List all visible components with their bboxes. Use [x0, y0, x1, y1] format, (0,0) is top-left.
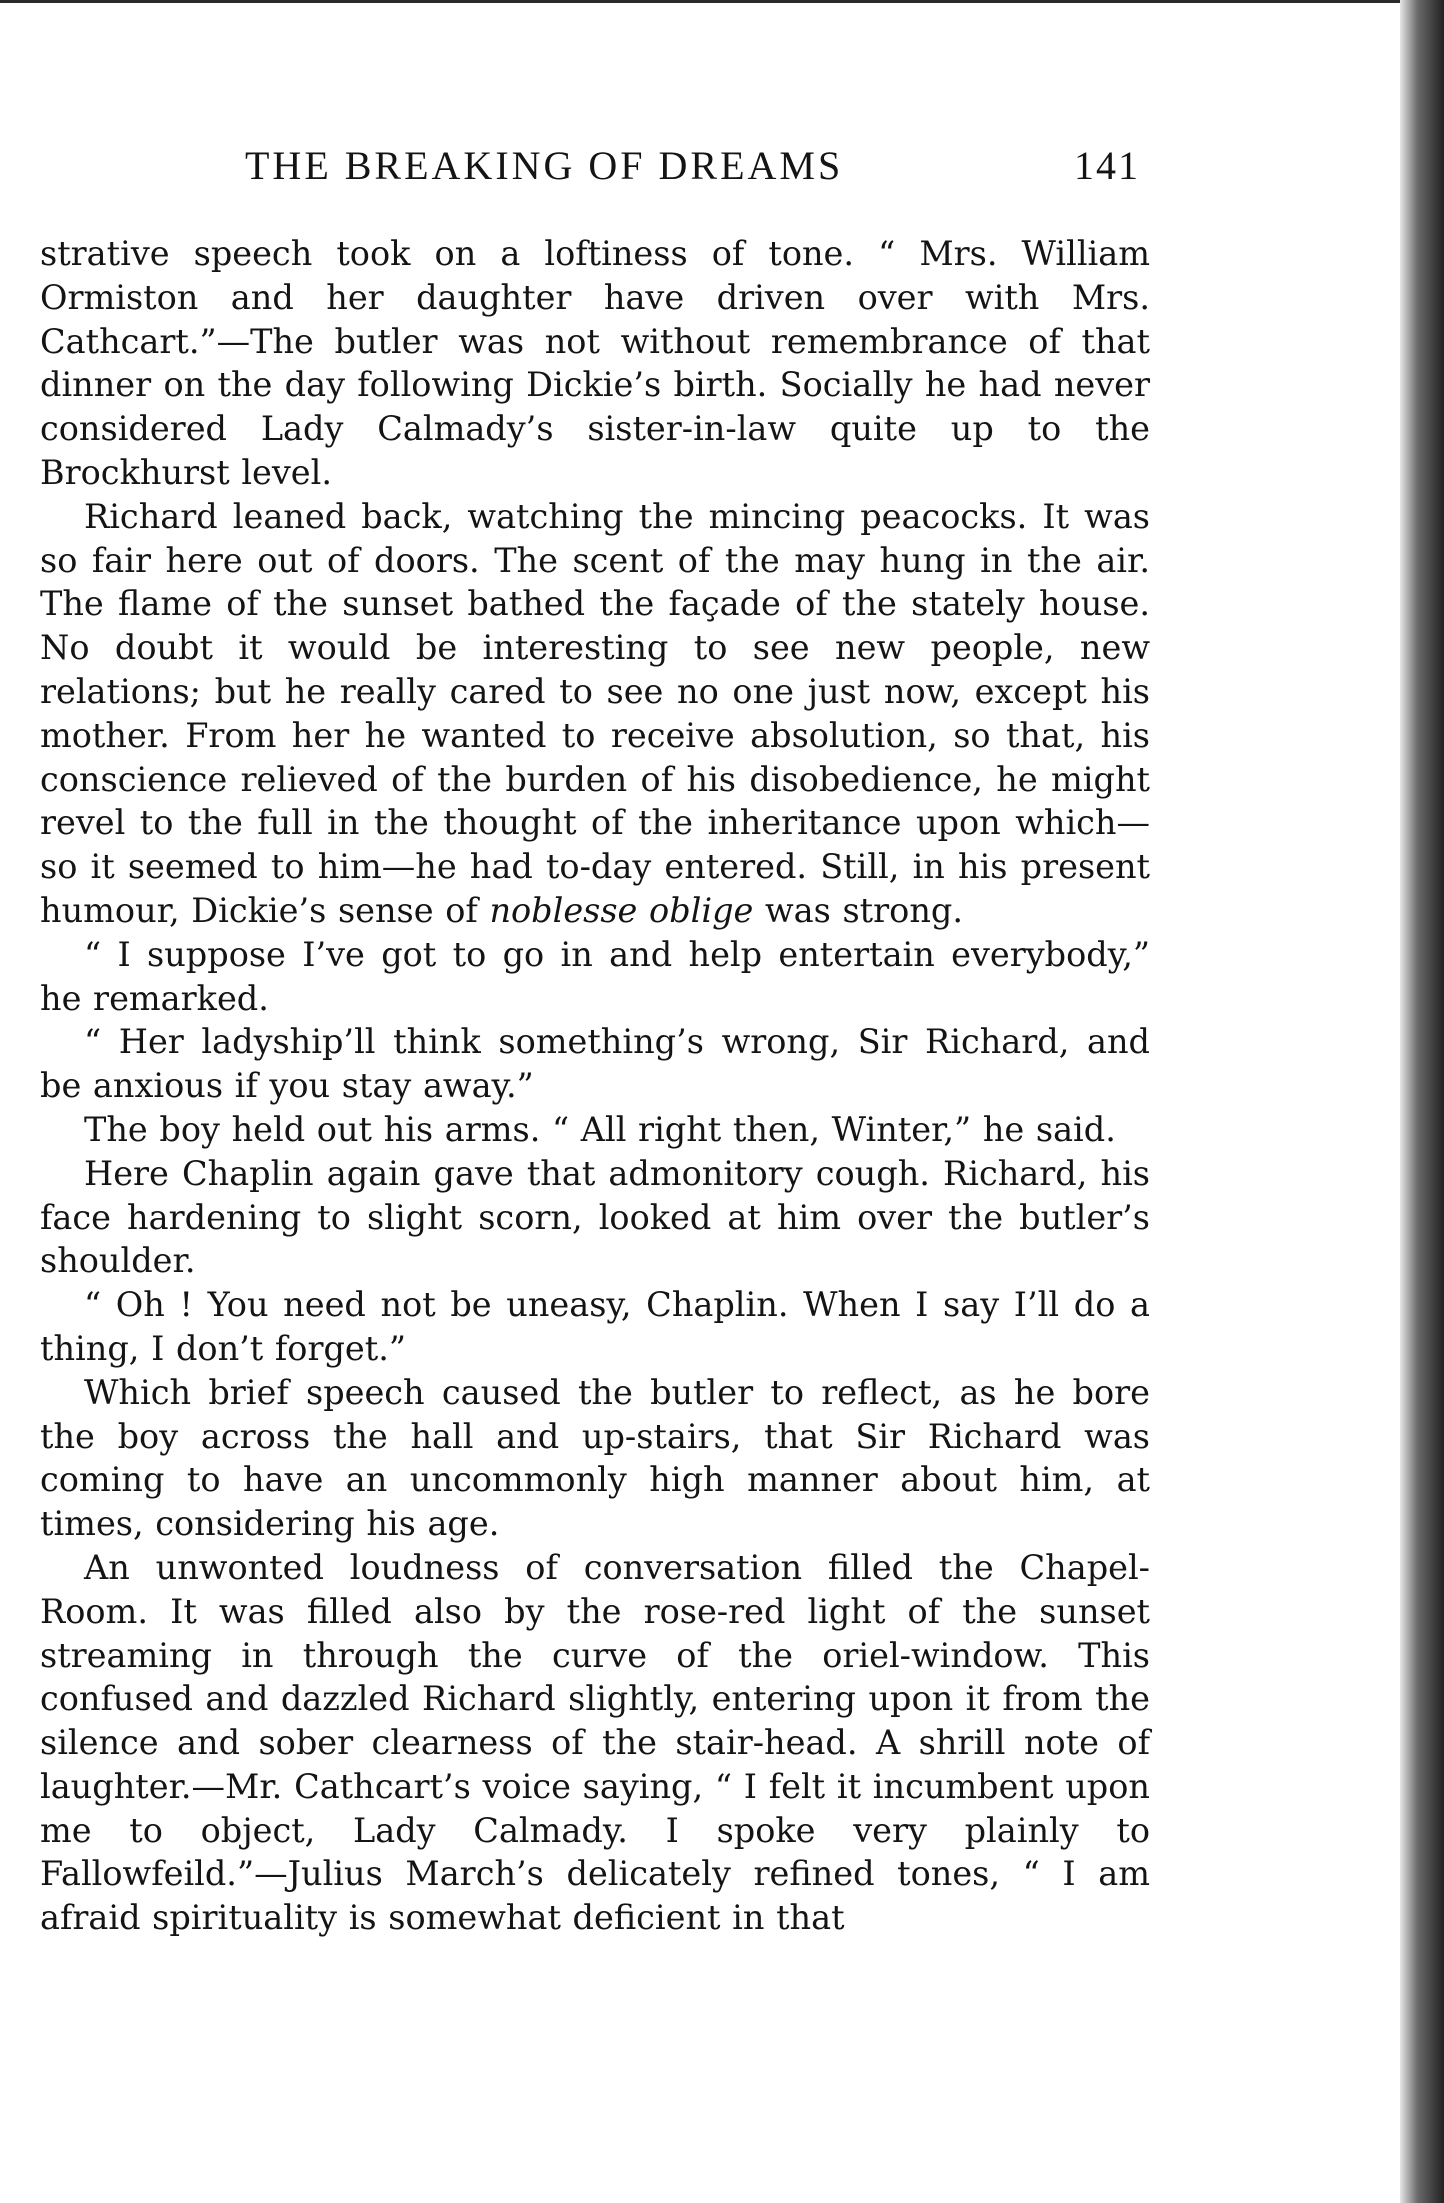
paragraph-9: An unwonted loudness of conversation filled the Chapel-Room. It was filled also by the rose-red light of the sunset streaming in through the curve of the oriel-window. This confused and dazzled Richard slightly, entering upon it from the silence and sober clearness of the stair-head. A shrill note of laughter.—Mr. Cathcart’s voice saying, “ I felt it incumbent upon me to object, Lady Calmady. I spoke very plainly to Fallowfeild.”—Julius March’s delicately refined tones, “ I am afraid spirituality is somewhat deficient in that — [40, 1547, 1150, 1938]
page-top-edge — [0, 0, 1400, 3]
running-title: THE BREAKING OF DREAMS — [245, 143, 844, 188]
running-head — [40, 142, 1150, 192]
paragraph-1: strative speech took on a loftiness of tone. “ Mrs. William Ormiston and her daughter have driven over with Mrs. Cathcart.”—The butler was not without remembrance of that dinner on the day following Dickie’s birth. Socially he had never considered Lady Calmady’s sister-in-law quite up to the Brockhurst level. — [40, 234, 1150, 492]
paragraph-4: “ Her ladyship’ll think something’s wrong, Sir Richard, and be anxious if you stay away.” — [40, 1022, 1150, 1106]
paragraph-8: Which brief speech caused the butler to reflect, as he bore the boy across the hall and up-stairs, that Sir Richard was coming to have an uncommonly high manner about him, at times, considering his age. — [40, 1372, 1150, 1544]
paragraph-2-tail: was strong. — [753, 890, 963, 930]
paragraph-7: “ Oh ! You need not be uneasy, Chaplin. When I say I’ll do a thing, I don’t forget.” — [40, 1285, 1150, 1368]
body-text — [40, 232, 1150, 1940]
page-right-edge — [1400, 0, 1444, 2203]
paragraph-2 — [40, 495, 1150, 933]
paragraph-3: “ I suppose I’ve got to go in and help entertain everybody,” he remarked. — [40, 934, 1150, 1018]
paragraph-2-italic: noblesse oblige — [489, 890, 754, 930]
paragraph-2-text: Richard leaned back, watching the mincing peacocks. It was so fair here out of doors. The scent of the may hung in the air. The flame of the sunset bathed the façade of the stately house. No doubt it would be interesting to see new people, new relations; but he really cared to see no one just now, except his mother. From her he wanted to receive absolution, so that, his conscience relieved of the burden of his disobedience, he might revel to the full in the thought of the inheritance upon which—so it seemed to him—he had to-day entered. Still, in his present humour, Dickie’s sense of — [40, 496, 1150, 930]
paragraph-5: The boy held out his arms. “ All right then, Winter,” he said. — [84, 1109, 1116, 1149]
paragraph-6: Here Chaplin again gave that admonitory cough. Richard, his face hardening to slight scorn, looked at him over the butler’s shoulder. — [40, 1153, 1150, 1281]
page-number: 141 — [1074, 143, 1140, 188]
